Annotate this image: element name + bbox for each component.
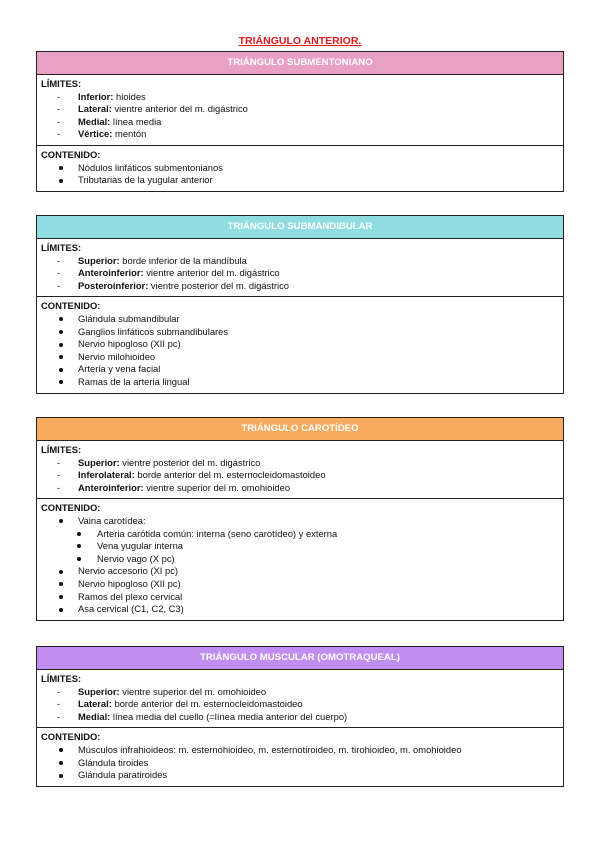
limits-label: LÍMITES: [41,242,82,253]
limits-label: LÍMITES: [41,673,82,684]
content-item: Tributarias de la yugular anterior [41,174,559,187]
limit-term: Superior: [78,456,120,468]
limits-block [37,670,563,727]
content-item: Asa cervical (C1, C2, C3) [41,603,559,616]
limits-block [37,441,563,498]
limit-term: Superior: [78,254,120,266]
content-list [41,744,559,782]
limit-item [41,255,559,268]
content-block [37,727,563,785]
limits-block [37,239,563,296]
limit-item [41,280,559,293]
limit-text: mentón [112,128,147,140]
limit-item [41,698,559,711]
limit-item [41,128,559,141]
content-subitem: Nervio vago (X pc) [41,553,559,566]
limit-term: Vértice: [78,128,113,140]
content-item: Nervio accesorio (XI pc) [41,565,559,578]
limit-term: Anteroinferior: [78,481,144,493]
content-item: Ramas de la arteria lingual [41,376,559,389]
limit-term: Lateral: [78,698,112,710]
content-item: Ramos del plexo cervical [41,591,559,604]
limit-text: borde anterior del m. esternocleidomastoideo [111,698,303,710]
content-label: CONTENIDO: [41,731,101,743]
limit-item [41,91,559,104]
section-header: TRIÁNGULO SUBMENTONIANO [37,52,563,75]
limit-term: Inferolateral: [78,469,135,481]
content-item-text: Vaina carotídea: [78,514,146,526]
limit-item [41,116,559,129]
content-item: Glándula submandibular [41,313,559,326]
limit-item [41,686,559,699]
content-item: Nervio hipogloso (XII pc) [41,338,559,351]
limit-item [41,469,559,482]
limit-item [41,457,559,470]
limit-text: borde inferior de la mandíbula [119,254,247,266]
section-header: TRIÁNGULO CAROTÍDEO [37,418,563,441]
limit-term: Lateral: [78,103,112,115]
content-subitem: Vena yugular interna [41,540,559,553]
section-carotideo [36,417,564,621]
limit-term: Medial: [78,710,111,722]
content-item: Nervio hipogloso (XII pc) [41,578,559,591]
content-item: Nódulos linfáticos submentonianos [41,162,559,175]
limit-text: borde anterior del m. esternocleidomastoideo [134,469,326,481]
limit-text: vientre superior del m. omohioideo [143,481,291,493]
limit-term: Inferior: [78,90,114,102]
content-list [41,515,559,616]
limits-label: LÍMITES: [41,444,82,455]
content-item [41,515,559,565]
limits-list [41,457,559,495]
limit-text: vientre superior del m. omohioideo [119,685,267,697]
content-label: CONTENIDO: [41,502,101,514]
content-label: CONTENIDO: [41,148,101,160]
limit-text: vientre anterior del m. digástrico [143,267,280,279]
limit-item [41,711,559,724]
limit-text: vientre posterior del m. digástrico [148,279,290,291]
content-subitem: Arteria carótida común: interna (seno carotídeo) y externa [41,528,559,541]
limits-block [37,75,563,145]
limit-term: Anteroinferior: [78,267,144,279]
content-item: Nervio milohioideo [41,351,559,364]
content-list [41,313,559,389]
limits-list [41,91,559,141]
limit-item [41,103,559,116]
limit-item [41,482,559,495]
limit-text: hioides [113,90,146,102]
content-item: Ganglios linfáticos submandibulares [41,326,559,339]
section-submentoniano [36,51,564,192]
limit-text: vientre posterior del m. digástrico [119,456,261,468]
limits-list [41,255,559,293]
limit-term: Posteroinferior: [78,279,149,291]
content-list [41,162,559,187]
limit-item [41,267,559,280]
limits-label: LÍMITES: [41,78,82,89]
section-muscular [36,646,564,787]
content-item: Músculos infrahioideos: m. esternohioideo, m. esternotiroideo, m. tirohioideo, m. omohioideo [41,744,559,757]
limit-text: vientre anterior del m. digástrico [111,103,248,115]
content-block [37,498,563,619]
document-title: TRIÁNGULO ANTERIOR. [238,35,362,47]
limit-term: Superior: [78,685,120,697]
content-block [37,145,563,191]
content-label: CONTENIDO: [41,300,101,312]
content-sublist [41,528,559,566]
section-submandibular [36,215,564,394]
content-item: Arteria y vena facial [41,363,559,376]
content-block [37,296,563,392]
limit-text: línea media [110,115,162,127]
limits-list [41,686,559,724]
limit-text: línea media del cuello (=línea media anterior del cuerpo) [110,710,348,722]
section-header: TRIÁNGULO MUSCULAR (OMOTRAQUEAL) [37,647,563,670]
content-item: Glándula paratiroides [41,769,559,782]
section-header: TRIÁNGULO SUBMANDIBULAR [37,216,563,239]
limit-term: Medial: [78,115,111,127]
content-item: Glándula tiroides [41,757,559,770]
